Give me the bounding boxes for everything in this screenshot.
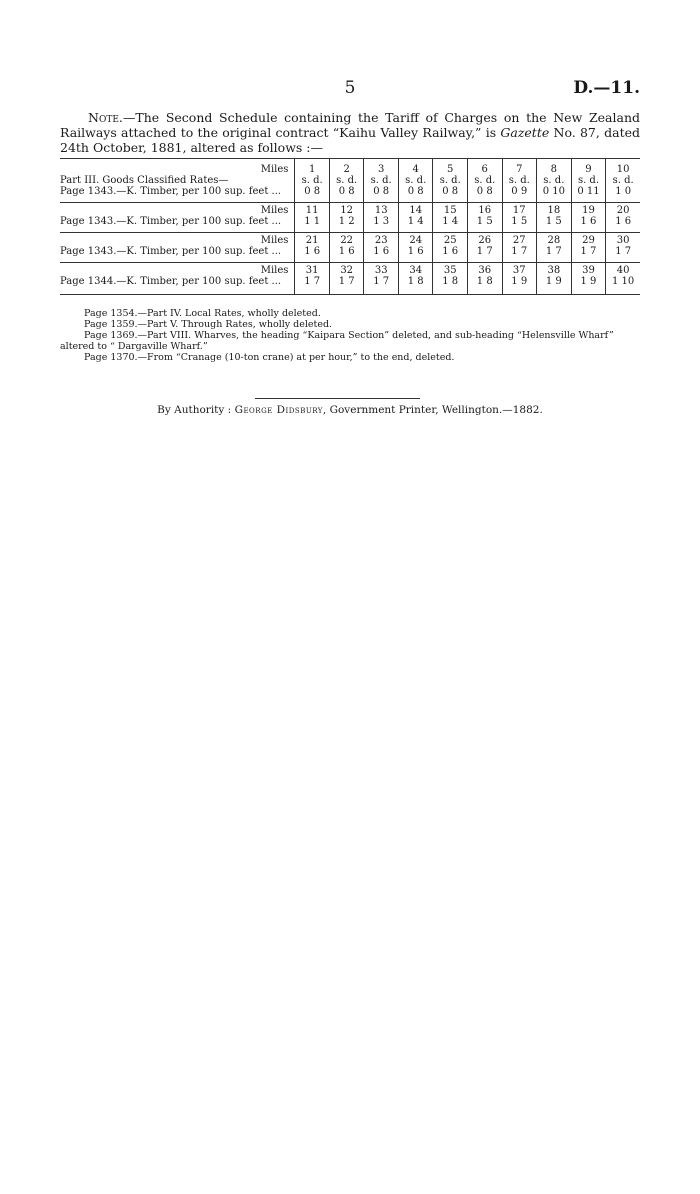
rate-cell: 1 7 bbox=[329, 276, 364, 292]
miles-cell: 10 bbox=[606, 162, 640, 175]
sd-header-cell: s. d. bbox=[502, 175, 537, 186]
note-text: —The Second Schedule containing the Tariff of Charges on the New Zealand Railways attached to the original contract “Kaihu Valley Railway,” is bbox=[60, 110, 640, 140]
footer-rule bbox=[255, 398, 420, 399]
miles-cell: 36 bbox=[467, 263, 502, 277]
sd-header-cell: s. d. bbox=[433, 175, 468, 186]
rate-cell: 1 6 bbox=[364, 246, 399, 263]
miles-cell: 12 bbox=[329, 203, 364, 217]
schedule-note bbox=[60, 110, 640, 155]
rate-cell: 1 8 bbox=[467, 276, 502, 292]
miles-cell: 9 bbox=[571, 162, 606, 175]
amendment-item: Page 1369.—Part VIII. Wharves, the heading “Kaipara Section” deleted, and sub-heading “Helensville Wharf” bbox=[84, 330, 614, 341]
rule-cell bbox=[60, 292, 295, 295]
miles-cell: 27 bbox=[502, 233, 537, 247]
table-row bbox=[60, 246, 640, 263]
miles-cell: 15 bbox=[433, 203, 468, 217]
sd-header-cell: s. d. bbox=[571, 175, 606, 186]
miles-row bbox=[60, 162, 640, 175]
rate-cell: 0 8 bbox=[329, 186, 364, 203]
note-text-2: No. 87, dated 24th October, 1881, altered as follows :— bbox=[60, 125, 640, 155]
miles-label: Miles bbox=[260, 205, 289, 216]
rate-cell: 0 9 bbox=[502, 186, 537, 203]
sd-header-cell: s. d. bbox=[364, 175, 399, 186]
miles-label: Miles bbox=[260, 164, 289, 175]
amendment-item: Page 1370.—From “Cranage (10-ton crane) at per hour,” to the end, deleted. bbox=[84, 352, 455, 363]
rate-cell: 1 0 bbox=[606, 186, 640, 203]
row-label: Page 1343.—K. Timber, per 100 sup. feet ... bbox=[60, 186, 295, 203]
table-row bbox=[60, 186, 640, 203]
miles-row bbox=[60, 263, 640, 277]
miles-cell: 30 bbox=[606, 233, 640, 247]
amendments-list bbox=[60, 308, 640, 363]
rate-cell: 1 9 bbox=[502, 276, 537, 292]
sd-header-cell: s. d. bbox=[295, 175, 330, 186]
sd-header-cell: s. d. bbox=[329, 175, 364, 186]
rate-cell: 1 9 bbox=[537, 276, 572, 292]
rule-cell bbox=[329, 292, 364, 295]
table-row bbox=[60, 276, 640, 292]
miles-cell: 23 bbox=[364, 233, 399, 247]
miles-label: Miles bbox=[260, 265, 289, 276]
row-label: Page 1343.—K. Timber, per 100 sup. feet ... bbox=[60, 216, 295, 233]
amendment-item-continuation: altered to “ Dargaville Wharf.” bbox=[60, 341, 208, 352]
part-row bbox=[60, 175, 640, 186]
imprint-suffix: , Government Printer, Wellington.—1882. bbox=[322, 404, 543, 416]
rate-cell: 1 7 bbox=[295, 276, 330, 292]
rate-cell: 1 6 bbox=[398, 246, 433, 263]
rule-cell bbox=[364, 292, 399, 295]
rule-cell bbox=[398, 292, 433, 295]
rate-cell: 1 5 bbox=[467, 216, 502, 233]
printer-name: George Didsbury bbox=[234, 404, 323, 416]
document-reference: D.—11. bbox=[573, 78, 640, 98]
rate-cell: 1 7 bbox=[537, 246, 572, 263]
rate-cell: 0 8 bbox=[398, 186, 433, 203]
miles-cell: 24 bbox=[398, 233, 433, 247]
rule-cell bbox=[433, 292, 468, 295]
sd-header-cell: s. d. bbox=[606, 175, 640, 186]
miles-cell: 21 bbox=[295, 233, 330, 247]
miles-cell: 2 bbox=[329, 162, 364, 175]
miles-cell: 11 bbox=[295, 203, 330, 217]
miles-cell: 6 bbox=[467, 162, 502, 175]
rate-cell: 1 8 bbox=[433, 276, 468, 292]
page-number: 5 bbox=[344, 78, 356, 98]
rule-cell bbox=[502, 292, 537, 295]
miles-cell: 22 bbox=[329, 233, 364, 247]
row-label: Page 1343.—K. Timber, per 100 sup. feet ... bbox=[60, 246, 295, 263]
rate-cell: 1 3 bbox=[364, 216, 399, 233]
rule-cell bbox=[295, 292, 330, 295]
miles-cell: 19 bbox=[571, 203, 606, 217]
rate-cell: 0 10 bbox=[537, 186, 572, 203]
miles-cell: 18 bbox=[537, 203, 572, 217]
miles-cell: 40 bbox=[606, 263, 640, 277]
rate-cell: 1 9 bbox=[571, 276, 606, 292]
miles-cell: 37 bbox=[502, 263, 537, 277]
rate-cell: 1 4 bbox=[433, 216, 468, 233]
miles-cell: 34 bbox=[398, 263, 433, 277]
rate-cell: 1 6 bbox=[295, 246, 330, 263]
rule-cell bbox=[571, 292, 606, 295]
miles-cell: 28 bbox=[537, 233, 572, 247]
rule-cell bbox=[537, 292, 572, 295]
amendment-item: Page 1354.—Part IV. Local Rates, wholly deleted. bbox=[84, 308, 321, 319]
miles-cell: 8 bbox=[537, 162, 572, 175]
rule-cell bbox=[467, 292, 502, 295]
rate-cell: 1 6 bbox=[606, 216, 640, 233]
rate-cell: 1 6 bbox=[433, 246, 468, 263]
rate-cell: 0 8 bbox=[467, 186, 502, 203]
miles-cell: 25 bbox=[433, 233, 468, 247]
miles-row bbox=[60, 203, 640, 217]
miles-cell: 26 bbox=[467, 233, 502, 247]
rate-cell: 1 6 bbox=[329, 246, 364, 263]
rate-cell: 0 8 bbox=[295, 186, 330, 203]
imprint-prefix: By Authority : bbox=[157, 404, 235, 416]
rate-cell: 1 7 bbox=[571, 246, 606, 263]
miles-cell: 29 bbox=[571, 233, 606, 247]
miles-cell: 16 bbox=[467, 203, 502, 217]
printer-imprint bbox=[60, 404, 640, 416]
rate-cell: 1 8 bbox=[398, 276, 433, 292]
miles-cell: 3 bbox=[364, 162, 399, 175]
miles-cell: 35 bbox=[433, 263, 468, 277]
part-label: Part III. Goods Classified Rates— bbox=[60, 175, 229, 186]
rate-cell: 1 5 bbox=[537, 216, 572, 233]
rate-cell: 1 5 bbox=[502, 216, 537, 233]
rate-cell: 0 8 bbox=[364, 186, 399, 203]
miles-cell: 39 bbox=[571, 263, 606, 277]
miles-cell: 5 bbox=[433, 162, 468, 175]
miles-cell: 20 bbox=[606, 203, 640, 217]
miles-cell: 7 bbox=[502, 162, 537, 175]
rate-cell: 1 2 bbox=[329, 216, 364, 233]
miles-row bbox=[60, 233, 640, 247]
rate-cell: 1 7 bbox=[364, 276, 399, 292]
miles-cell: 4 bbox=[398, 162, 433, 175]
rate-cell: 1 7 bbox=[467, 246, 502, 263]
miles-cell: 17 bbox=[502, 203, 537, 217]
rate-cell: 1 6 bbox=[571, 216, 606, 233]
tariff-table bbox=[60, 158, 640, 295]
rate-cell: 1 1 bbox=[295, 216, 330, 233]
table-bottom-rule bbox=[60, 292, 640, 295]
table-row bbox=[60, 216, 640, 233]
rate-cell: 0 8 bbox=[433, 186, 468, 203]
sd-header-cell: s. d. bbox=[467, 175, 502, 186]
miles-cell: 38 bbox=[537, 263, 572, 277]
sd-header-cell: s. d. bbox=[398, 175, 433, 186]
rule-cell bbox=[606, 292, 640, 295]
sd-header-cell: s. d. bbox=[537, 175, 572, 186]
gazette-word: Gazette bbox=[500, 125, 550, 140]
row-label: Page 1344.—K. Timber, per 100 sup. feet ... bbox=[60, 276, 282, 287]
miles-cell: 13 bbox=[364, 203, 399, 217]
amendment-item: Page 1359.—Part V. Through Rates, wholly deleted. bbox=[84, 319, 333, 330]
rate-cell: 1 7 bbox=[502, 246, 537, 263]
miles-cell: 32 bbox=[329, 263, 364, 277]
miles-cell: 1 bbox=[295, 162, 330, 175]
note-lead: Note. bbox=[88, 110, 123, 125]
rate-cell: 0 11 bbox=[571, 186, 606, 203]
miles-label: Miles bbox=[260, 235, 289, 246]
miles-cell: 14 bbox=[398, 203, 433, 217]
rate-cell: 1 4 bbox=[398, 216, 433, 233]
miles-cell: 31 bbox=[295, 263, 330, 277]
rate-cell: 1 7 bbox=[606, 246, 640, 263]
miles-cell: 33 bbox=[364, 263, 399, 277]
rate-cell: 1 10 bbox=[606, 276, 640, 292]
